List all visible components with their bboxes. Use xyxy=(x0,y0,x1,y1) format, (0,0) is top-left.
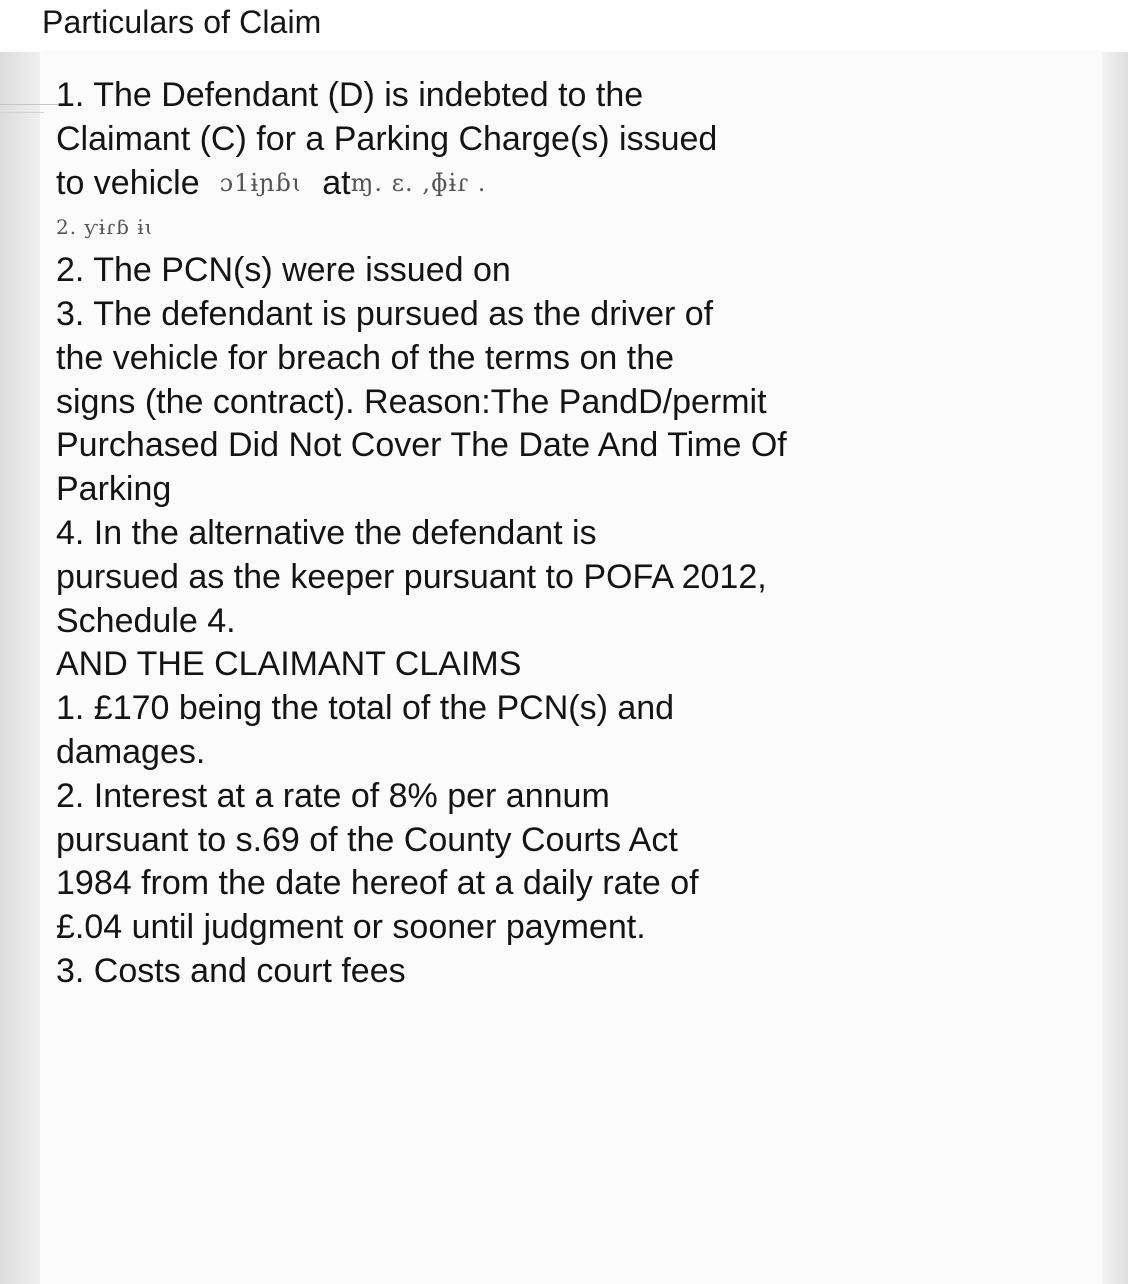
at-label: at xyxy=(322,163,351,202)
claim-text-line: 2. The PCN(s) were issued on xyxy=(56,251,511,290)
claim-text-line: £.04 until judgment or sooner payment. xyxy=(56,908,646,947)
claim-text-line xyxy=(56,205,936,249)
claim-text-line: Purchased Did Not Cover The Date And Time Of xyxy=(56,426,787,465)
obscured-location: ɱ. ɛ. ,ɸɨɾ . xyxy=(350,168,487,197)
obscured-date: 2. ƴɨɾɓ ɨɩ xyxy=(56,215,154,240)
claim-text-line: the vehicle for breach of the terms on the xyxy=(56,338,675,377)
claims-heading: AND THE CLAIMANT CLAIMS xyxy=(56,645,522,684)
claim-text-line: damages. xyxy=(56,732,206,771)
claim-text-line: Parking xyxy=(56,470,172,509)
claim-text-line xyxy=(56,162,936,206)
claim-text-line: 1. The Defendant (D) is indebted to the xyxy=(56,76,644,114)
claim-text-line: pursuant to s.69 of the County Courts Act xyxy=(56,820,678,859)
claim-text-line: 3. The defendant is pursued as the driver of xyxy=(56,294,714,333)
claim-text-line: signs (the contract). Reason:The PandD/permit xyxy=(56,382,767,421)
claim-text-line: Schedule 4. xyxy=(56,601,236,640)
page-title: Particulars of Claim xyxy=(42,4,322,40)
scan-shadow xyxy=(0,0,40,1284)
claim-text-line: Claimant (C) for a Parking Charge(s) issued xyxy=(56,119,718,158)
claim-body xyxy=(56,74,936,994)
claim-text-line: 1984 from the date hereof at a daily rate of xyxy=(56,864,699,903)
claim-text-line: 1. £170 being the total of the PCN(s) and xyxy=(56,689,675,728)
claim-text-line: pursued as the keeper pursuant to POFA 2012, xyxy=(56,557,767,596)
vehicle-label: to vehicle xyxy=(56,163,200,202)
claim-text-line: 2. Interest at a rate of 8% per annum xyxy=(56,776,610,815)
paper-edge xyxy=(1102,52,1128,1284)
fold-mark xyxy=(0,112,44,113)
obscured-registration: ɔ1ɨɲɓɩ xyxy=(219,168,303,197)
claim-text-line: 3. Costs and court fees xyxy=(56,951,406,990)
fold-mark xyxy=(0,104,58,105)
claim-text-line: 4. In the alternative the defendant is xyxy=(56,513,597,552)
